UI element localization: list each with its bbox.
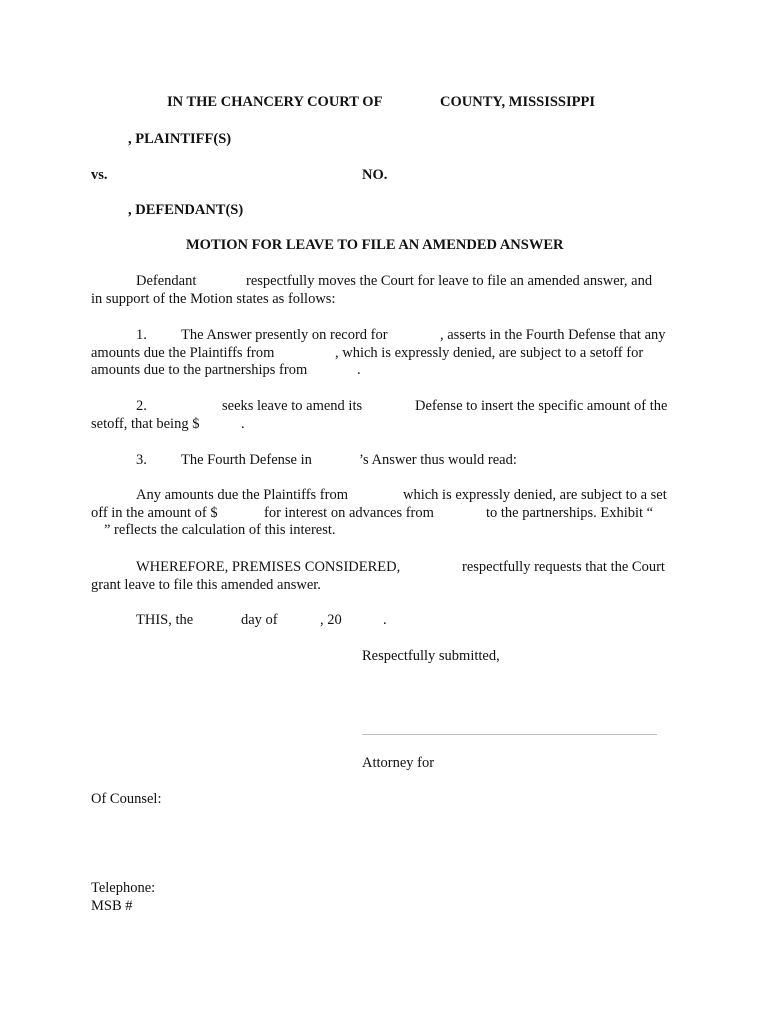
court-name-right: COUNTY, MISSISSIPPI bbox=[440, 94, 595, 110]
msb-number-label: MSB # bbox=[91, 898, 133, 914]
para2-text-b: Defense to insert the specific amount of the bbox=[415, 398, 668, 414]
para1-text-c: amounts due the Plaintiffs from bbox=[91, 345, 275, 361]
date-line-period: . bbox=[383, 612, 387, 628]
quote-text-b: which is expressly denied, are subject to a set bbox=[403, 487, 667, 503]
para3-number: 3. bbox=[136, 452, 147, 468]
para2-number: 2. bbox=[136, 398, 147, 414]
para1-text-f: . bbox=[357, 362, 361, 378]
attorney-for-label: Attorney for bbox=[362, 755, 435, 771]
wherefore-text-b: respectfully requests that the Court bbox=[462, 559, 665, 575]
quote-text-f: ” reflects the calculation of this interest. bbox=[104, 522, 336, 538]
intro-text: respectfully moves the Court for leave to file an amended answer, and bbox=[246, 273, 653, 289]
para1-text-b: , asserts in the Fourth Defense that any bbox=[440, 327, 666, 343]
respectfully-submitted: Respectfully submitted, bbox=[362, 648, 500, 664]
quote-text-e: to the partnerships. Exhibit “ bbox=[486, 505, 654, 521]
wherefore-text-a: WHEREFORE, PREMISES CONSIDERED, bbox=[136, 559, 401, 575]
para1-text-e: amounts due to the partnerships from bbox=[91, 362, 308, 378]
date-line-this: THIS, the bbox=[136, 612, 194, 628]
para3-text-a: The Fourth Defense in bbox=[181, 452, 312, 468]
intro-defendant: Defendant bbox=[136, 273, 197, 289]
of-counsel-label: Of Counsel: bbox=[91, 791, 162, 807]
para2-text-d: . bbox=[241, 416, 245, 432]
para2-text-c: setoff, that being $ bbox=[91, 416, 200, 432]
para1-number: 1. bbox=[136, 327, 147, 343]
para2-text-a: seeks leave to amend its bbox=[222, 398, 363, 414]
quote-text-c: off in the amount of $ bbox=[91, 505, 218, 521]
plaintiff-label: , PLAINTIFF(S) bbox=[128, 131, 232, 147]
telephone-label: Telephone: bbox=[91, 880, 156, 896]
quote-text-d: for interest on advances from bbox=[264, 505, 434, 521]
wherefore-text-c: grant leave to file this amended answer. bbox=[91, 577, 321, 593]
quote-text-a: Any amounts due the Plaintiffs from bbox=[136, 487, 348, 503]
para1-text-d: , which is expressly denied, are subject to a setoff for bbox=[335, 345, 644, 361]
intro-text-line2: in support of the Motion states as follows: bbox=[91, 291, 336, 307]
motion-title: MOTION FOR LEAVE TO FILE AN AMENDED ANSWER bbox=[186, 237, 564, 253]
defendant-label: , DEFENDANT(S) bbox=[128, 202, 244, 218]
case-number-label: NO. bbox=[362, 167, 388, 183]
court-name-left: IN THE CHANCERY COURT OF bbox=[167, 94, 383, 110]
para1-text-a: The Answer presently on record for bbox=[181, 327, 388, 343]
date-line-year: , 20 bbox=[320, 612, 342, 628]
signature-line bbox=[362, 734, 657, 735]
para3-text-b: ’s Answer thus would read: bbox=[359, 452, 517, 468]
date-line-day-of: day of bbox=[241, 612, 278, 628]
vs-label: vs. bbox=[91, 167, 108, 183]
